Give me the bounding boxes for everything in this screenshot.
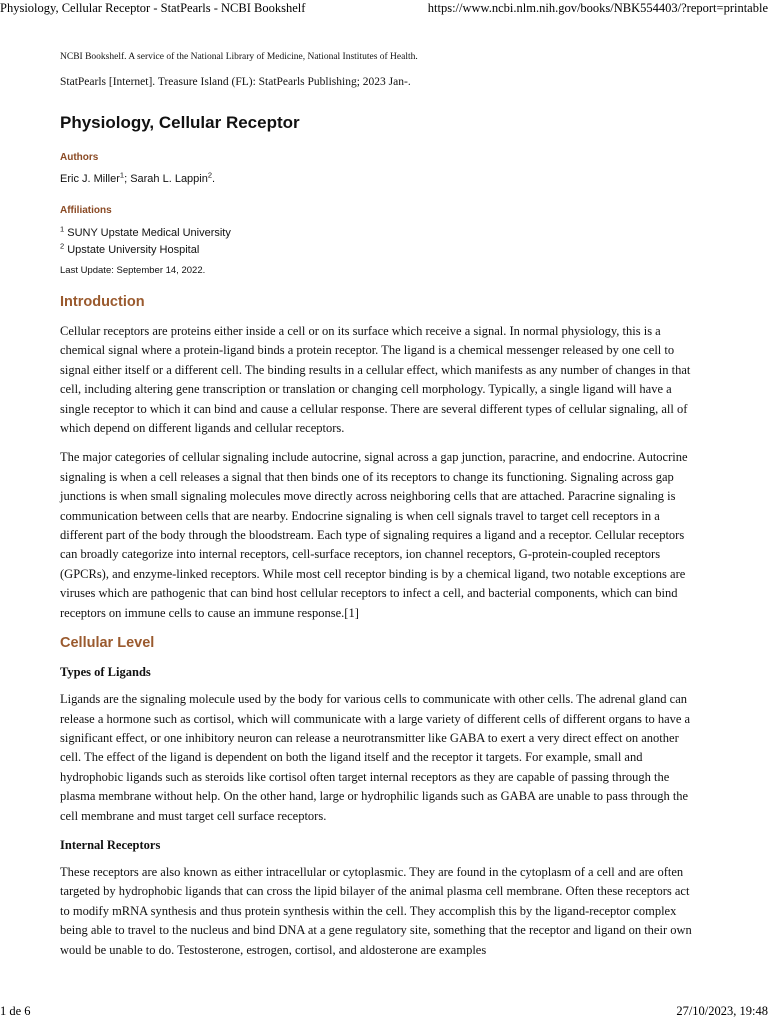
- subheading-internal-receptors: Internal Receptors: [60, 837, 161, 852]
- author-list: [60, 172, 702, 187]
- print-url: https://www.ncbi.nlm.nih.gov/books/NBK554403/?report=printable: [427, 1, 768, 15]
- author-name: Eric J. Miller: [60, 173, 120, 185]
- author-name: Sarah L. Lappin: [130, 173, 208, 185]
- paragraph: Cellular receptors are proteins either inside a cell or on its surface which receive a signal. In normal physiology, this is a chemical signal where a protein-ligand binds a protein receptor. The ligand is a chemical messenger released by one cell to signal either itself or a different cell. The binding results in a cellular effect, which manifests as any number of changes in that cell, including altering gene transcription or translation or changing cell morphology. Typically, a single ligand will have a single receptor to which it can bind and cause a cellular response. There are several different types of cellular signaling, all of which depend on different ligands and cellular receptors.: [60, 324, 691, 436]
- affiliation-item: [60, 225, 702, 242]
- print-datetime: 27/10/2023, 19:48: [676, 1004, 768, 1018]
- section-heading-introduction: Introduction: [60, 294, 145, 310]
- citation: StatPearls [Internet]. Treasure Island (FL): StatPearls Publishing; 2023 Jan-.: [60, 76, 411, 88]
- affiliation-name: Upstate University Hospital: [67, 244, 200, 256]
- subheading-types-of-ligands: Types of Ligands: [60, 665, 151, 680]
- print-page-title: Physiology, Cellular Receptor - StatPearls - NCBI Bookshelf: [0, 1, 306, 15]
- affiliations-heading: Affiliations: [60, 205, 112, 216]
- affiliation-number: 1: [60, 224, 65, 234]
- affiliation-item: [60, 242, 702, 259]
- author-separator: ;: [124, 173, 131, 185]
- author-affiliation-ref: 2: [207, 170, 213, 180]
- author-list-end: .: [212, 173, 216, 185]
- print-header: [0, 0, 768, 20]
- authors-heading: Authors: [60, 152, 99, 163]
- last-update: Last Update: September 14, 2022.: [60, 265, 206, 276]
- affiliation-number: 2: [60, 241, 65, 251]
- section-heading-cellular-level: Cellular Level: [60, 635, 155, 652]
- author-affiliation-ref: 1: [119, 170, 125, 180]
- article: [60, 50, 702, 960]
- print-footer: [0, 1002, 768, 1024]
- service-line: NCBI Bookshelf. A service of the National Library of Medicine, National Institutes of Health.: [60, 52, 418, 62]
- page-number: 1 de 6: [0, 1004, 31, 1018]
- affiliation-list: [60, 225, 702, 259]
- paragraph: These receptors are also known as either intracellular or cytoplasmic. They are found in the cytoplasm of a cell and are often targeted by hydrophobic ligands that can cross the lipid bilayer of the animal plasma cell membrane. Often these receptors act to modify mRNA synthesis and thus protein synthesis within the cell. They accomplish this by the ligand-receptor complex being able to travel to the nucleus and bind DNA at a gene regulatory site, something that the receptor and ligand on their own would be unable to do. Testosterone, estrogen, cortisol, and aldosterone are examples: [60, 864, 692, 957]
- paragraph: The major categories of cellular signaling include autocrine, signal across a gap junction, paracrine, and endocrine. Autocrine signaling is when a cell releases a signal that then binds one of its receptors to change its functioning. Signaling across gap junctions is when small signaling molecules move directly across neighboring cells that are attached. Paracrine signaling is communication between cells that are nearby. Endocrine signaling is when cell signals travel to target cell receptors in a different part of the body through the bloodstream. Each type of signaling requires a ligand and a receptor. Cellular receptors can broadly categorize into internal receptors, cell-surface receptors, ion channel receptors, G-protein-coupled receptors (GPCRs), and enzyme-linked receptors. While most cell receptor binding is by a chemical ligand, two notable exceptions are viruses which are pathogenic that can bind host cellular receptors to infect a cell, and bacterial components, which can bind receptors on immune cells to cause an immune response.[1]: [60, 450, 688, 620]
- article-title: Physiology, Cellular Receptor: [60, 113, 300, 132]
- affiliation-name: SUNY Upstate Medical University: [67, 227, 231, 239]
- paragraph: Ligands are the signaling molecule used by the body for various cells to communicate with other cells. The adrenal gland can release a hormone such as cortisol, which will communicate with a large variety of different cells of different organs to have a significant effect, or one inhibitory neuron can release a neurotransmitter like GABA to exert a very direct effect on another cell. The effect of the ligand is dependent on both the ligand itself and the receptor it targets. For example, small and hydrophobic ligands such as steroids like cortisol often target internal receptors as they are capable of passing through the plasma membrane without help. On the other hand, large or hydrophilic ligands such as GABA are unable to pass through the cell membrane and must target cell surface receptors.: [60, 692, 691, 823]
